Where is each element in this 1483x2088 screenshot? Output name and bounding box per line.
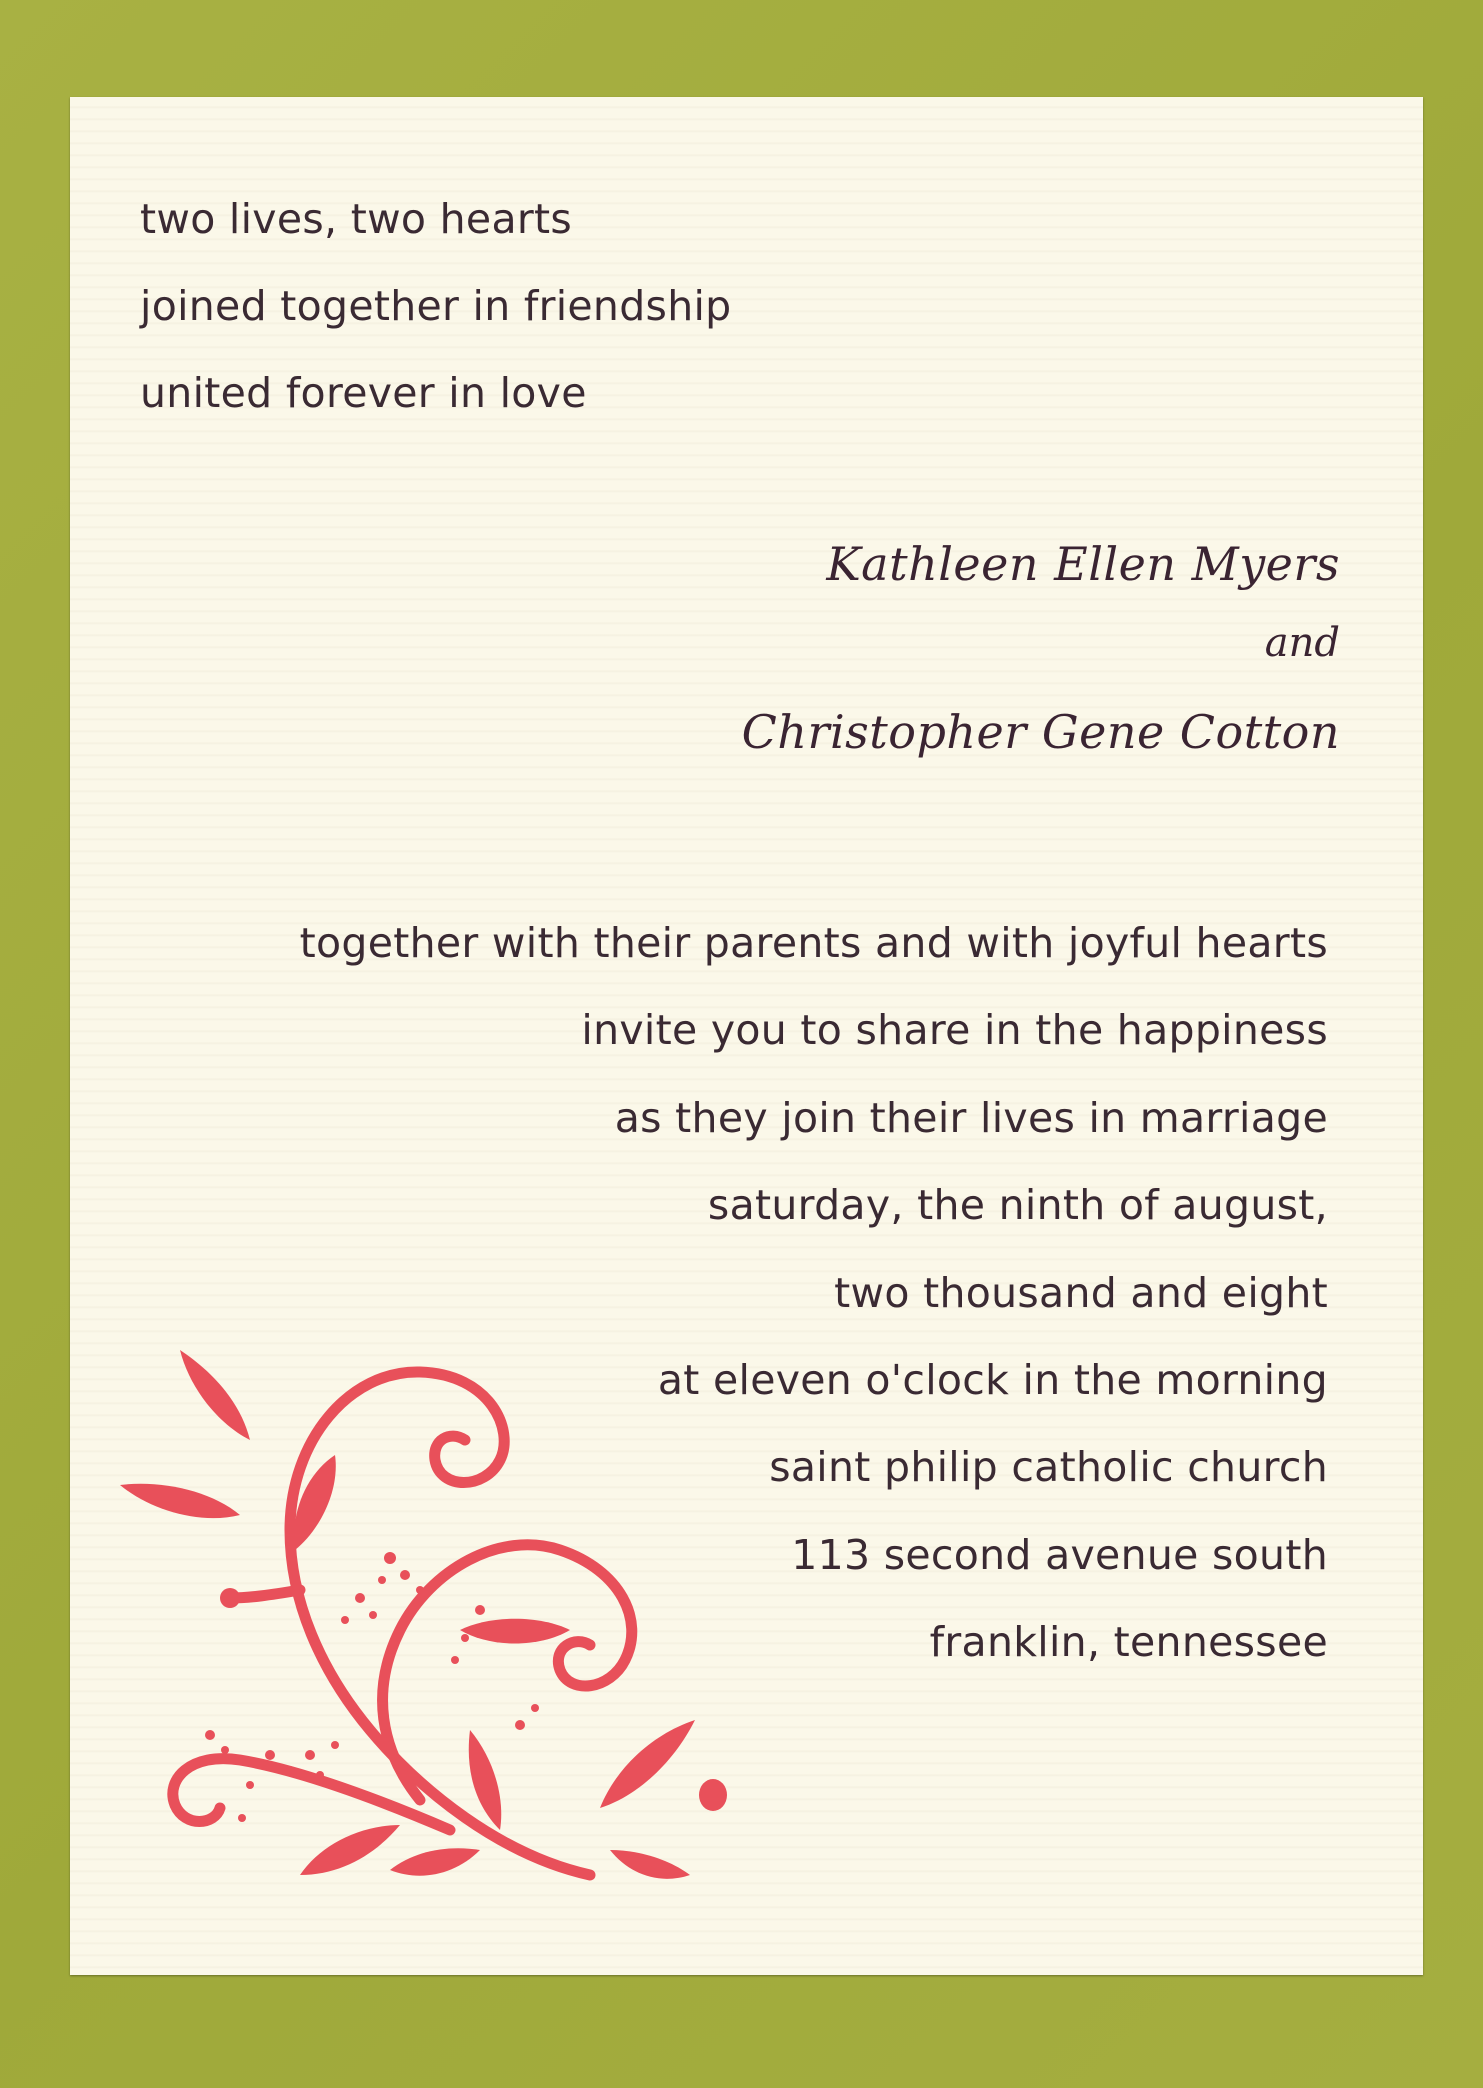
verse-line-2: joined together in friendship (140, 282, 732, 330)
verse-line-3: united forever in love (140, 369, 587, 417)
detail-line-address: 113 second avenue south (791, 1530, 1328, 1579)
detail-line-venue: saint philip catholic church (769, 1443, 1328, 1492)
detail-line-date: saturday, the ninth of august, (707, 1181, 1328, 1230)
groom-name: Christopher Gene Cotton (741, 705, 1340, 759)
detail-line-city: franklin, tennessee (929, 1618, 1328, 1667)
detail-line-year: two thousand and eight (834, 1268, 1328, 1317)
detail-line-1: together with their parents and with joyful hearts (299, 919, 1328, 967)
detail-line-3: as they join their lives in marriage (614, 1093, 1328, 1142)
couple-names (742, 520, 1340, 776)
conjunction-and: and (1264, 620, 1340, 666)
floral-flourish-icon (120, 1330, 760, 1920)
bride-name: Kathleen Ellen Myers (826, 537, 1340, 591)
opening-verse (140, 176, 732, 437)
verse-line-1: two lives, two hearts (140, 195, 573, 243)
detail-line-2: invite you to share in the happiness (581, 1006, 1328, 1055)
detail-line-time: at eleven o'clock in the morning (657, 1356, 1328, 1405)
